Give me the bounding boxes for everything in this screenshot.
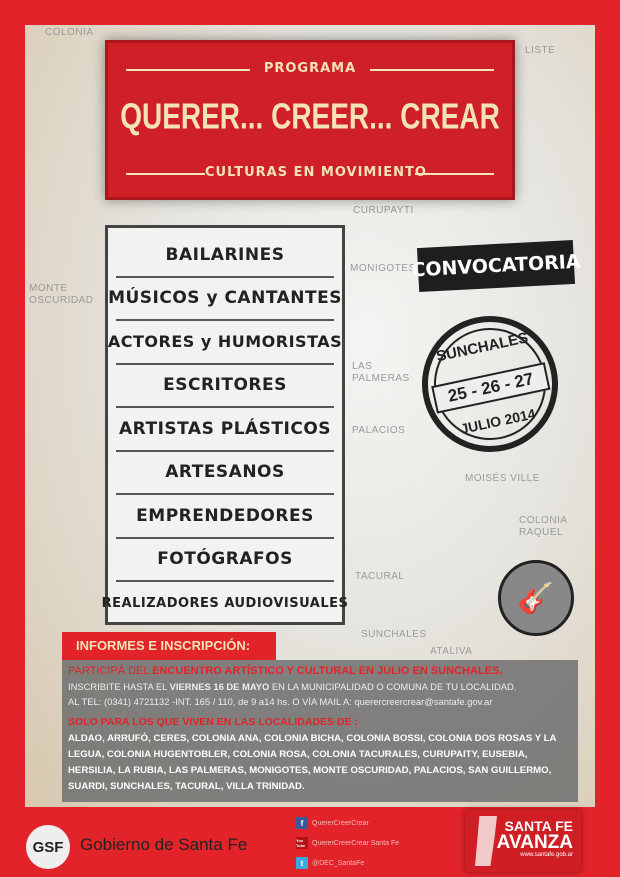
guitar-emblem-icon: 🎸	[498, 560, 574, 636]
program-header	[105, 40, 515, 200]
category-item: ACTORES y HUMORISTAS	[116, 321, 334, 365]
map-label: LISTE	[525, 45, 556, 56]
map-label: LAS PALMERAS	[352, 361, 410, 384]
info-panel	[62, 660, 578, 802]
government-name: Gobierno de Santa Fe	[80, 835, 248, 854]
social-handle: QuererCreerCrear Santa Fe	[312, 839, 400, 847]
stamp-city: SUNCHALES	[434, 329, 530, 366]
info-heading: INFORMES E INSCRIPCIÓN:	[62, 632, 276, 660]
info-text: ENCUENTRO ARTÍSTICO Y CULTURAL EN JULIO EN SUNCHALES.	[152, 665, 503, 677]
facebook-icon: f	[296, 817, 308, 829]
program-subtitle: CULTURAS EN MOVIMIENTO	[205, 165, 427, 180]
map-label: CURUPAYTI	[353, 205, 414, 216]
localities-list: ALDAO, ARRUFÓ, CERES, COLONIA ANA, COLONIA BICHA, COLONIA BOSSI, COLONIA DOS ROSAS Y LA LEGUA, COLONIA HUGENTOBLER, COLONIA ROSA, COLONIA TACURALES, CURUPAITY, EUSEBIA, HERSILIA, LA RUBIA, LAS PALMERAS, MONIGOTES, MONTE OSCURIDAD, PALACIOS, SAN GUILLERMO, SUARDI, SUNCHALES, TACURAL, VILLA TRINIDAD.	[68, 733, 557, 792]
stamp-dates: 25 - 26 - 27	[431, 362, 550, 414]
info-text: INSCRIBITE HASTA EL	[68, 681, 170, 692]
map-label: PALACIOS	[352, 425, 406, 436]
brand-url: www.santafe.gob.ar	[520, 852, 573, 858]
map-label: COLONIA	[45, 27, 94, 38]
twitter-icon: t	[296, 857, 308, 869]
brand-line2: AVANZA	[496, 832, 573, 853]
gsf-logo: GSF	[26, 825, 70, 869]
info-text: PARTICIPÁ DEL	[68, 665, 153, 677]
localities-title: SOLO PARA LOS QUE VIVEN EN LAS LOCALIDADES DE :	[68, 716, 358, 728]
footer	[0, 807, 620, 877]
category-item: FOTÓGRAFOS	[116, 539, 334, 583]
categories-list	[101, 225, 349, 625]
brand-line1: SANTA FE	[504, 818, 573, 834]
stamp-month: JULIO 2014	[458, 405, 537, 437]
category-item: MÚSICOS y CANTANTES	[116, 278, 334, 322]
twitter-link[interactable]	[296, 857, 364, 869]
youtube-link[interactable]	[296, 837, 399, 849]
program-title: QUERER... CREER... CREAR	[120, 96, 500, 137]
social-handle: QuererCreerCrear	[312, 819, 369, 827]
category-item: ARTISTAS PLÁSTICOS	[116, 408, 334, 452]
map-label: COLONIA RAQUEL	[519, 515, 567, 538]
facebook-link[interactable]	[296, 817, 369, 829]
deadline: VIERNES 16 DE MAYO	[169, 681, 270, 692]
map-label: SUNCHALES	[361, 629, 427, 640]
youtube-icon: You Tube	[296, 837, 308, 849]
map-label: MONTE OSCURIDAD	[29, 283, 94, 306]
map-label: ATALIVA	[430, 646, 473, 657]
category-item: ESCRITORES	[116, 365, 334, 409]
map-label: TACURAL	[355, 571, 405, 582]
contact-info: AL TEL: (0341) 4721132 -INT. 165 / 110, de 9 a14 hs. O VÍA MAIL A: querercreercrear@santafe.gov.ar	[68, 696, 493, 707]
category-item: BAILARINES	[116, 234, 334, 278]
info-text: EN LA MUNICIPALIDAD O COMUNA DE TU LOCALIDAD.	[269, 681, 517, 692]
map-label: MOISÉS VILLE	[465, 473, 540, 484]
program-label: PROGRAMA	[250, 61, 370, 76]
category-item: EMPRENDEDORES	[116, 495, 334, 539]
santa-fe-avanza-logo	[465, 810, 581, 872]
category-item: ARTESANOS	[116, 452, 334, 496]
map-label: MONIGOTES	[350, 263, 416, 274]
category-item: REALIZADORES AUDIOVISUALES	[101, 596, 349, 612]
social-handle: @DEC_SantaFe	[312, 859, 365, 867]
convocatoria-label: CONVOCATORIA	[417, 240, 575, 292]
